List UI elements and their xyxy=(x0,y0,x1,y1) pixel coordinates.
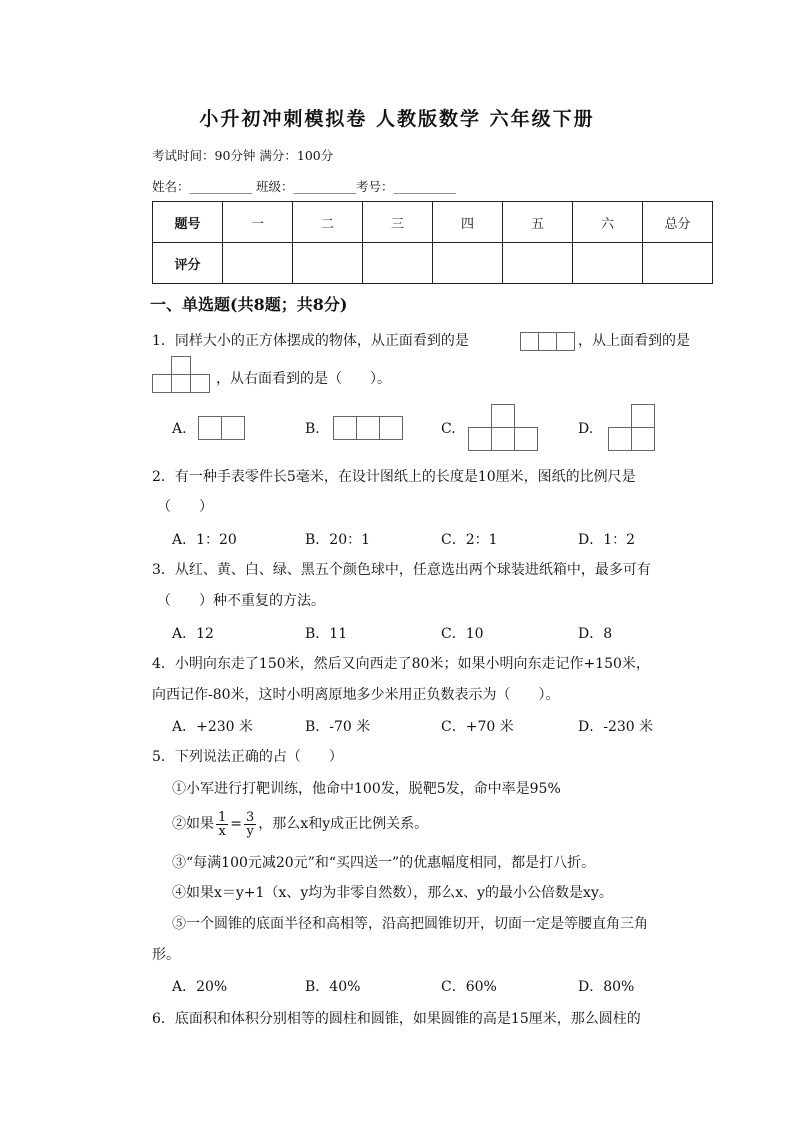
page-title: 小升初冲刺模拟卷 人教版数学 六年级下册 xyxy=(199,108,595,130)
q2-option-d[interactable]: D．1：2 xyxy=(578,532,636,548)
score-cell[interactable] xyxy=(363,243,433,284)
q3-option-c[interactable]: C．10 xyxy=(441,626,484,642)
q5-statement-1: ①小军进行打靶训练，他命中100发，脱靶5发，命中率是95% xyxy=(172,781,561,797)
q2-option-a[interactable]: A．1：20 xyxy=(172,532,237,548)
score-cell[interactable] xyxy=(573,243,643,284)
score-table-score-row xyxy=(153,243,713,284)
equals-sign: = xyxy=(230,816,243,832)
score-table xyxy=(152,201,713,284)
q4-line2: 向西记作-80米，这时小明离原地多少米用正负数表示为（ ）。 xyxy=(152,687,560,703)
q5-statement-3: ③“每满100元减20元”和“买四送一”的优惠幅度相同，都是打八折。 xyxy=(172,855,596,871)
score-header-cell: 二 xyxy=(293,202,363,243)
option-b-figure xyxy=(333,416,403,440)
score-row-label: 评分 xyxy=(153,243,223,284)
option-d-figure xyxy=(608,404,658,452)
q1-line2: ，从右面看到的是（ ）。 xyxy=(216,371,391,387)
score-header-cell: 一 xyxy=(223,202,293,243)
option-a-figure xyxy=(198,416,246,440)
q4-option-d[interactable]: D．-230 米 xyxy=(578,719,654,735)
q1-option-c[interactable]: C. xyxy=(441,421,456,437)
q6-line1: 6．底面积和体积分别相等的圆柱和圆锥，如果圆锥的高是15厘米，那么圆柱的 xyxy=(152,1011,641,1027)
option-c-figure xyxy=(468,404,538,452)
fraction-1-over-x xyxy=(216,811,228,838)
q3-line2: （ ）种不重复的方法。 xyxy=(157,593,325,609)
q1-option-b[interactable]: B. xyxy=(305,421,320,437)
q4-line1: 4．小明向东走了150米，然后又向西走了80米；如果小明向东走记作+150米， xyxy=(152,656,650,672)
q5-statement-2 xyxy=(172,807,428,841)
score-header-cell: 三 xyxy=(363,202,433,243)
fraction-denominator: y xyxy=(246,823,254,839)
q1-line1-b: ，从上面看到的是 xyxy=(578,333,690,349)
q4-option-c[interactable]: C．+70 米 xyxy=(441,719,514,735)
q2-line2: （ ） xyxy=(157,499,213,515)
q2-option-b[interactable]: B．20：1 xyxy=(305,532,371,548)
score-cell[interactable] xyxy=(433,243,503,284)
q5-option-a[interactable]: A．20% xyxy=(172,979,228,995)
q2-option-c[interactable]: C．2：1 xyxy=(441,532,498,548)
score-cell[interactable] xyxy=(293,243,363,284)
score-cell[interactable] xyxy=(503,243,573,284)
fraction-numerator: 3 xyxy=(246,809,255,825)
q1-option-a[interactable]: A. xyxy=(172,421,187,437)
q4-option-a[interactable]: A．+230 米 xyxy=(172,719,254,735)
q3-option-d[interactable]: D．8 xyxy=(578,626,613,642)
score-header-cell: 六 xyxy=(573,202,643,243)
q1-option-d[interactable]: D. xyxy=(578,421,594,437)
q5-statement-4: ④如果x＝y+1（x、y均为非零自然数），那么x、y的最小公倍数是xy。 xyxy=(172,885,613,901)
fraction-denominator: x xyxy=(218,823,226,839)
score-header-cell: 题号 xyxy=(153,202,223,243)
q5-stem: 5．下列说法正确的占（ ） xyxy=(152,749,343,765)
front-view-figure xyxy=(520,332,576,352)
q4-option-b[interactable]: B．-70 米 xyxy=(305,719,371,735)
section-heading: 一、单选题(共8题；共8分) xyxy=(150,295,348,314)
fraction-3-over-y xyxy=(244,811,256,838)
q2-line1: 2．有一种手表零件长5毫米，在设计图纸上的长度是10厘米，图纸的比例尺是 xyxy=(152,469,636,485)
exam-info: 考试时间：90分钟 满分：100分 xyxy=(152,148,334,163)
top-view-figure xyxy=(152,356,210,394)
q5-statement-5-line2: 形。 xyxy=(152,947,180,963)
score-cell[interactable] xyxy=(223,243,293,284)
statement-2-suffix: ，那么x和y成正比例关系。 xyxy=(258,816,429,832)
score-table-header-row xyxy=(153,202,713,243)
score-cell[interactable] xyxy=(643,243,713,284)
score-header-cell: 五 xyxy=(503,202,573,243)
q5-option-c[interactable]: C．60% xyxy=(441,979,497,995)
statement-2-prefix: ②如果 xyxy=(172,816,214,832)
q5-option-b[interactable]: B．40% xyxy=(305,979,361,995)
q5-option-d[interactable]: D．80% xyxy=(578,979,635,995)
student-info: 姓名：__________ 班级：__________考号：__________ xyxy=(152,179,456,194)
q1-line1-a: 1．同样大小的正方体摆成的物体，从正面看到的是 xyxy=(152,333,469,349)
fraction-numerator: 1 xyxy=(218,809,227,825)
score-header-cell: 四 xyxy=(433,202,503,243)
q3-option-a[interactable]: A．12 xyxy=(172,626,214,642)
q3-option-b[interactable]: B．11 xyxy=(305,626,348,642)
q5-statement-5-line1: ⑤一个圆锥的底面半径和高相等，沿高把圆锥切开，切面一定是等腰直角三角 xyxy=(172,916,648,932)
q3-line1: 3．从红、黄、白、绿、黑五个颜色球中，任意选出两个球装进纸箱中，最多可有 xyxy=(152,562,651,578)
score-header-cell: 总分 xyxy=(643,202,713,243)
